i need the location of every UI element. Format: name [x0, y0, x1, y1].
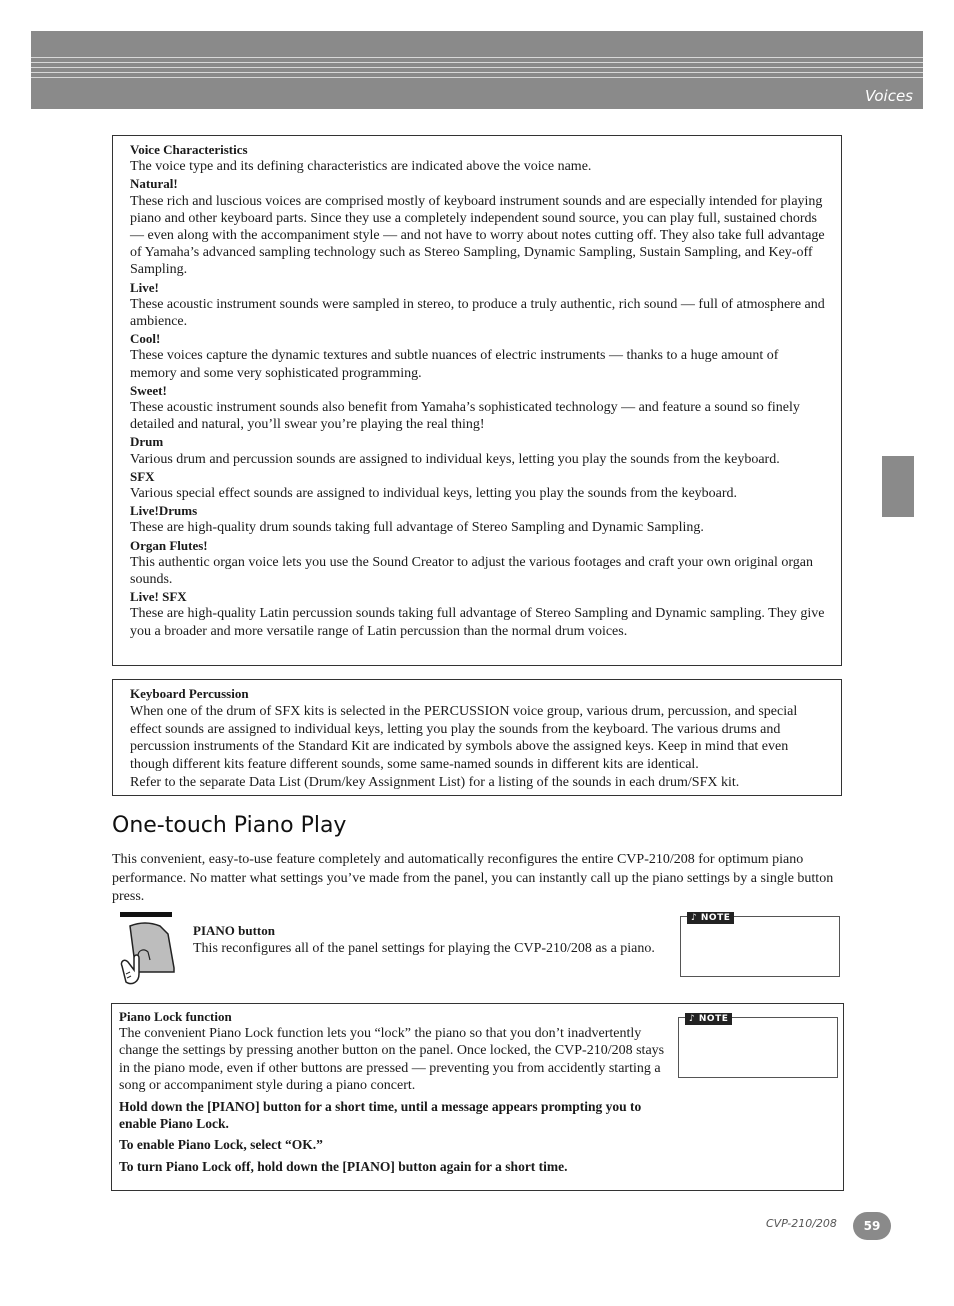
piano-lock-step: To enable Piano Lock, select “OK.”	[119, 1137, 323, 1153]
footer-model: CVP-210/208	[766, 1217, 837, 1230]
voice-type-desc: These acoustic instrument sounds also benefit from Yamaha’s sophisticated technology — and feature a sound so finely detailed and natural, you’ll swear you’re playing the real thing!	[130, 400, 800, 433]
keyboard-percussion-box	[112, 679, 842, 796]
keyboard-percussion-heading: Keyboard Percussion	[130, 686, 249, 701]
note-label: NOTE	[698, 1014, 729, 1024]
note-icon: ♪ NOTE	[685, 1013, 732, 1025]
section-title: Voices	[864, 87, 913, 105]
one-touch-intro: This convenient, easy-to-use feature completely and automatically reconfigures the entire CVP-210/208 for optimum piano performance. No matter what settings you’ve made from the panel, you can instantly call up the piano settings by a single button press.	[112, 852, 834, 904]
voice-type-desc: This authentic organ voice lets you use the Sound Creator to adjust the various footages and craft your own original organ sounds.	[130, 554, 813, 588]
voice-type-desc: These rich and luscious voices are comprised mostly of keyboard instrument sounds and are especially intended for playing piano and other keyboard parts. Since they use a completely independent sound source, you can play full, sustained chords — even along with the accompaniment style — and not have to worry about notes cutting off. They also take full advantage of Yamaha’s advanced sampling technology such as Stereo Sampling, Dynamic Sampling, Sustain Sampling, and Key-off Sampling.	[130, 193, 825, 278]
voice-type-desc: These are high-quality Latin percussion sounds taking full advantage of Stereo Sampling and Dynamic sampling. They give you a broader and more versatile range of Latin percussion than the normal drum voices.	[130, 606, 825, 639]
piano-lock-content	[119, 1008, 667, 1175]
note-box	[680, 913, 840, 977]
one-touch-title: One-touch Piano Play	[112, 813, 347, 838]
voice-characteristics-intro: The voice type and its defining characteristics are indicated above the voice name.	[130, 159, 592, 175]
note-label: NOTE	[700, 913, 731, 923]
voice-type-term: Cool!	[130, 331, 161, 347]
page-number: 59	[853, 1212, 891, 1240]
piano-lock-step: To turn Piano Lock off, hold down the [PIANO] button again for a short time.	[119, 1158, 568, 1174]
note-box	[678, 1014, 838, 1078]
piano-button-desc: This reconfigures all of the panel settings for playing the CVP-210/208 as a piano.	[193, 941, 655, 957]
piano-lock-step: Hold down the [PIANO] button for a short time, until a message appears prompting you to enable Piano Lock.	[119, 1099, 642, 1132]
keyboard-percussion-reference: Refer to the separate Data List (Drum/key Assignment List) for a listing of the sounds in each drum/SFX kit.	[130, 774, 740, 790]
piano-button-heading: PIANO button	[193, 923, 275, 938]
header-stripes	[31, 57, 923, 85]
voice-type-desc: Various drum and percussion sounds are assigned to individual keys, letting you play the sounds from the keyboard.	[130, 451, 780, 467]
voice-type-desc: These acoustic instrument sounds were sampled in stereo, to produce a truly authentic, rich sound — full of atmosphere and ambience.	[130, 296, 825, 330]
piano-button-icon	[116, 912, 176, 988]
keyboard-percussion-body: When one of the drum of SFX kits is selected in the PERCUSSION voice group, various drum, percussion, and special effect sounds are assigned to individual keys, letting you play the sounds from the keyboard. The various drums and percussion instruments of the Standard Kit are indicated by symbols above the assigned keys. Keep in mind that even though different kits feature different sounds, some same-named sounds in different kits are identical.	[130, 703, 798, 773]
piano-lock-heading: Piano Lock function	[119, 1009, 232, 1024]
voice-type-term: Live!	[130, 279, 159, 295]
voice-type-term: SFX	[130, 468, 155, 484]
piano-lock-body: The convenient Piano Lock function lets you “lock” the piano so that you don’t inadvertently change the settings by pressing another button on the panel. Once locked, the CVP-210/208 stays in the piano mode, even if other buttons are pressed — preventing you from accidently starting a song or accompaniment style during a piano concert.	[119, 1026, 665, 1093]
header-bar	[31, 31, 923, 109]
voice-type-term: Live!Drums	[130, 503, 198, 519]
voice-characteristics-box	[112, 135, 842, 666]
voice-type-term: Live! SFX	[130, 589, 187, 605]
note-icon: ♪ NOTE	[687, 912, 734, 924]
voice-type-term: Drum	[130, 434, 164, 450]
chapter-side-tab	[882, 456, 914, 517]
piano-button-section	[193, 922, 663, 958]
voice-type-desc: These are high-quality drum sounds taking full advantage of Stereo Sampling and Dynamic Sampling.	[130, 520, 704, 536]
voice-type-desc: These voices capture the dynamic textures and subtle nuances of electric instruments — thanks to a huge amount of memory and some very sophisticated programming.	[130, 348, 779, 381]
voice-type-term: Sweet!	[130, 382, 167, 398]
voice-type-term: Natural!	[130, 176, 178, 192]
voice-type-desc: Various special effect sounds are assigned to individual keys, letting you play the sounds from the keyboard.	[130, 486, 738, 502]
voice-characteristics-heading: Voice Characteristics	[130, 142, 248, 157]
voice-type-term: Organ Flutes!	[130, 537, 208, 553]
